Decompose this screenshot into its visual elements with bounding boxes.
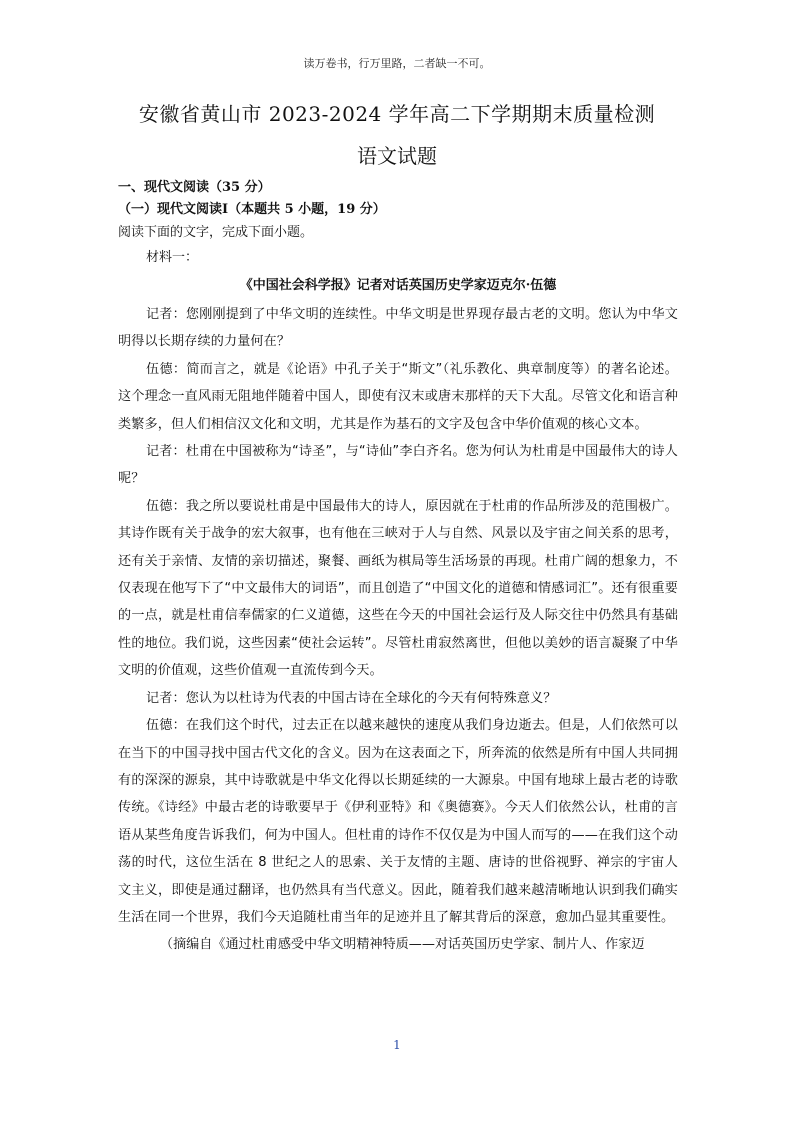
material-label: 材料一： (146, 250, 199, 265)
paragraph: 记者：杜甫在中国被称为“诗圣”，与“诗仙”李白齐名。您为何认为杜甫是中国最伟大的诗人呢？ (118, 444, 678, 487)
page-header-motto: 读万卷书，行万里路，二者缺一不可。 (303, 57, 491, 70)
paragraph: 记者：您认为以杜诗为代表的中国古诗在全球化的今天有何特殊意义？ (146, 690, 557, 706)
section-heading: 一、现代文阅读（35 分） (118, 180, 271, 195)
document-subtitle: 语文试题 (357, 144, 437, 168)
page-number: 1 (393, 1038, 401, 1052)
paragraph: 伍德：简而言之，就是《论语》中孔子关于“斯文”（礼乐教化、典章制度等）的著名论述。这个理念一直风雨无阻地伴随着中国人，即使有汉末或唐末那样的天下大乱。尽管文化和语言种类繁多，但人们相信汉文化和文明，尤其是作为基石的文字及包含中华价值观的核心文本。 (118, 361, 678, 432)
article-title: 《中国社会科学报》记者对话英国历史学家迈克尔·伍德 (239, 278, 557, 293)
paragraph: 伍德：我之所以要说杜甫是中国最伟大的诗人，原因就在于杜甫的作品所涉及的范围极广。其诗作既有关于战争的宏大叙事，也有他在三峡对于人与自然、风景以及宇宙之间关系的思考，还有关于亲情、友情的亲切描述，聚餐、画纸为棋局等生活场景的再现。杜甫广阔的想象力，不仅表现在他写下了“中文最伟大的词语”，而且创造了“中国文化的道德和情感词汇”。还有很重要的一点，就是杜甫信奉儒家的仁义道德，这些在今天的中国社会运行及人际交往中仍然具有基础性的地位。我们说，这些因素“使社会运转”。尽管杜甫寂然离世，但他以美妙的语言凝聚了中华文明的价值观，这些价值观一直流传到今天。 (118, 498, 678, 679)
source-citation: （摘编自《通过杜甫感受中华文明精神特质——对话英国历史学家、制片人、作家迈 (160, 937, 645, 953)
document-body (118, 177, 678, 958)
paragraph: 记者：您刚刚提到了中华文明的连续性。中华文明是世界现存最古老的文明。您认为中华文明得以长期存续的力量何在？ (118, 307, 678, 350)
document-title: 安徽省黄山市 2023-2024 学年高二下学期期末质量检测 (138, 102, 656, 126)
reading-instruction: 阅读下面的文字，完成下面小题。 (118, 225, 314, 240)
subsection-heading: （一）现代文阅读Ⅰ（本题共 5 小题，19 分） (118, 202, 386, 217)
paragraph: 伍德：在我们这个时代，过去正在以越来越快的速度从我们身边逝去。但是，人们依然可以在当下的中国寻找中国古代文化的含义。因为在这表面之下，所奔流的依然是所有中国人共同拥有的深深的源泉，其中诗歌就是中华文化得以长期延续的一大源泉。中国有地球上最古老的诗歌传统。《诗经》中最古老的诗歌要早于《伊利亚特》和《奥德赛》。今天人们依然公认，杜甫的言语从某些角度告诉我们，何为中国人。但杜甫的诗作不仅仅是为中国人而写的——在我们这个动荡的时代，这位生活在 8 世纪之人的思索、关于友情的主题、唐诗的世俗视野、禅宗的宇宙人文主义，即使是通过翻译，也仍然具有当代意义。因此，随着我们越来越清晰地认识到我们确实生活在同一个世界，我们今天追随杜甫当年的足迹并且了解其背后的深意，愈加凸显其重要性。 (118, 718, 678, 925)
